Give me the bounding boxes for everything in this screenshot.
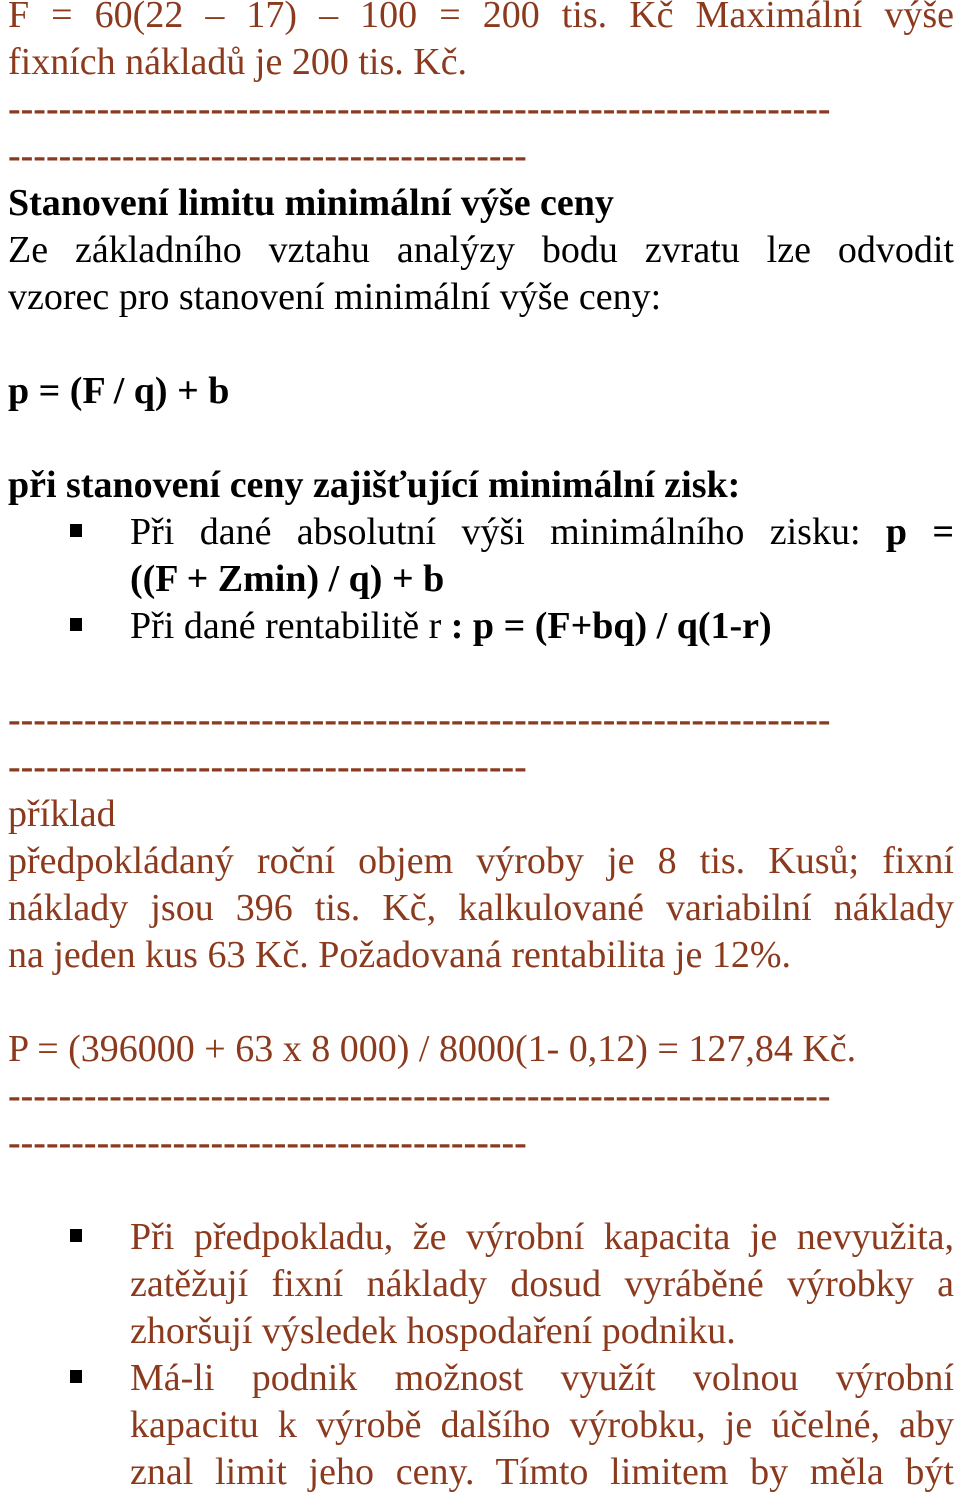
- blank-line: [8, 979, 954, 1026]
- intro-line-1: Ze základního vztahu analýzy bodu zvratu lze odvodit: [8, 229, 954, 271]
- document-page: [8, 0, 954, 1496]
- separator-long: -----------------------------------------------------------------: [8, 699, 831, 741]
- square-bullet-icon: [70, 618, 82, 631]
- bullet-absolute-profit-formula-start: p =: [885, 511, 954, 553]
- square-bullet-icon: [70, 1370, 82, 1383]
- capacity-bullet-2-line-2: kapacitu k výrobě dalšího výrobku, je účelné, aby: [130, 1404, 954, 1446]
- bullet-rentability: [8, 603, 954, 650]
- separator-long: -----------------------------------------------------------------: [8, 1075, 831, 1117]
- separator-short: -----------------------------------------: [8, 746, 527, 788]
- capacity-bullet-1-line-2: zatěžují fixní náklady dosud vyráběné výrobky a: [130, 1263, 954, 1305]
- intro-line-2: vzorec pro stanovení minimální výše ceny:: [8, 276, 662, 318]
- example-line-3: na jeden kus 63 Kč. Požadovaná rentabilita je 12%.: [8, 934, 791, 976]
- example-line-1: předpokládaný roční objem výroby je 8 tis. Kusů; fixní: [8, 840, 954, 882]
- blank-line: [8, 321, 954, 368]
- example-result: P = (396000 + 63 x 8 000) / 8000(1- 0,12) = 127,84 Kč.: [8, 1028, 857, 1070]
- capacity-bullet-1-line-3: zhoršují výsledek hospodaření podniku.: [130, 1310, 736, 1352]
- separator-long: -----------------------------------------------------------------: [8, 88, 831, 130]
- blank-line: [8, 1167, 954, 1214]
- min-price-formula: p = (F / q) + b: [8, 370, 230, 412]
- capacity-bullet-1: [8, 1214, 954, 1261]
- capacity-bullet-2-line-3: znal limit jeho ceny. Tímto limitem by měla být: [130, 1451, 954, 1493]
- square-bullet-icon: [70, 524, 82, 537]
- top-fragment-line-1: F = 60(22 – 17) – 100 = 200 tis. Kč Maximální výše: [8, 0, 954, 36]
- example-line-2: náklady jsou 396 tis. Kč, kalkulované variabilní náklady: [8, 887, 954, 929]
- blank-line: [8, 415, 954, 462]
- capacity-bullet-2: [8, 1355, 954, 1402]
- capacity-bullet-1-line-1: Při předpokladu, že výrobní kapacita je nevyužita,: [130, 1216, 954, 1258]
- blank-line: [8, 650, 954, 697]
- square-bullet-icon: [70, 1229, 82, 1242]
- section-title: Stanovení limitu minimální výše ceny: [8, 182, 614, 224]
- separator-short: -----------------------------------------: [8, 135, 527, 177]
- example-label: příklad: [8, 793, 116, 835]
- top-fragment-line-2: fixních nákladů je 200 tis. Kč.: [8, 41, 468, 83]
- separator-short: -----------------------------------------: [8, 1122, 527, 1164]
- bullet-rentability-formula: : p = (F+bq) / q(1-r): [450, 605, 772, 647]
- bullet-absolute-profit-text: Při dané absolutní výši minimálního zisku:: [130, 511, 861, 553]
- min-profit-heading: při stanovení ceny zajišťující minimální zisk:: [8, 464, 741, 506]
- capacity-bullet-2-line-1: Má-li podnik možnost využít volnou výrobní: [130, 1357, 954, 1399]
- bullet-rentability-text: Při dané rentabilitě r: [130, 605, 442, 647]
- bullet-absolute-profit-formula: ((F + Zmin) / q) + b: [130, 558, 445, 600]
- bullet-absolute-profit: [8, 509, 954, 556]
